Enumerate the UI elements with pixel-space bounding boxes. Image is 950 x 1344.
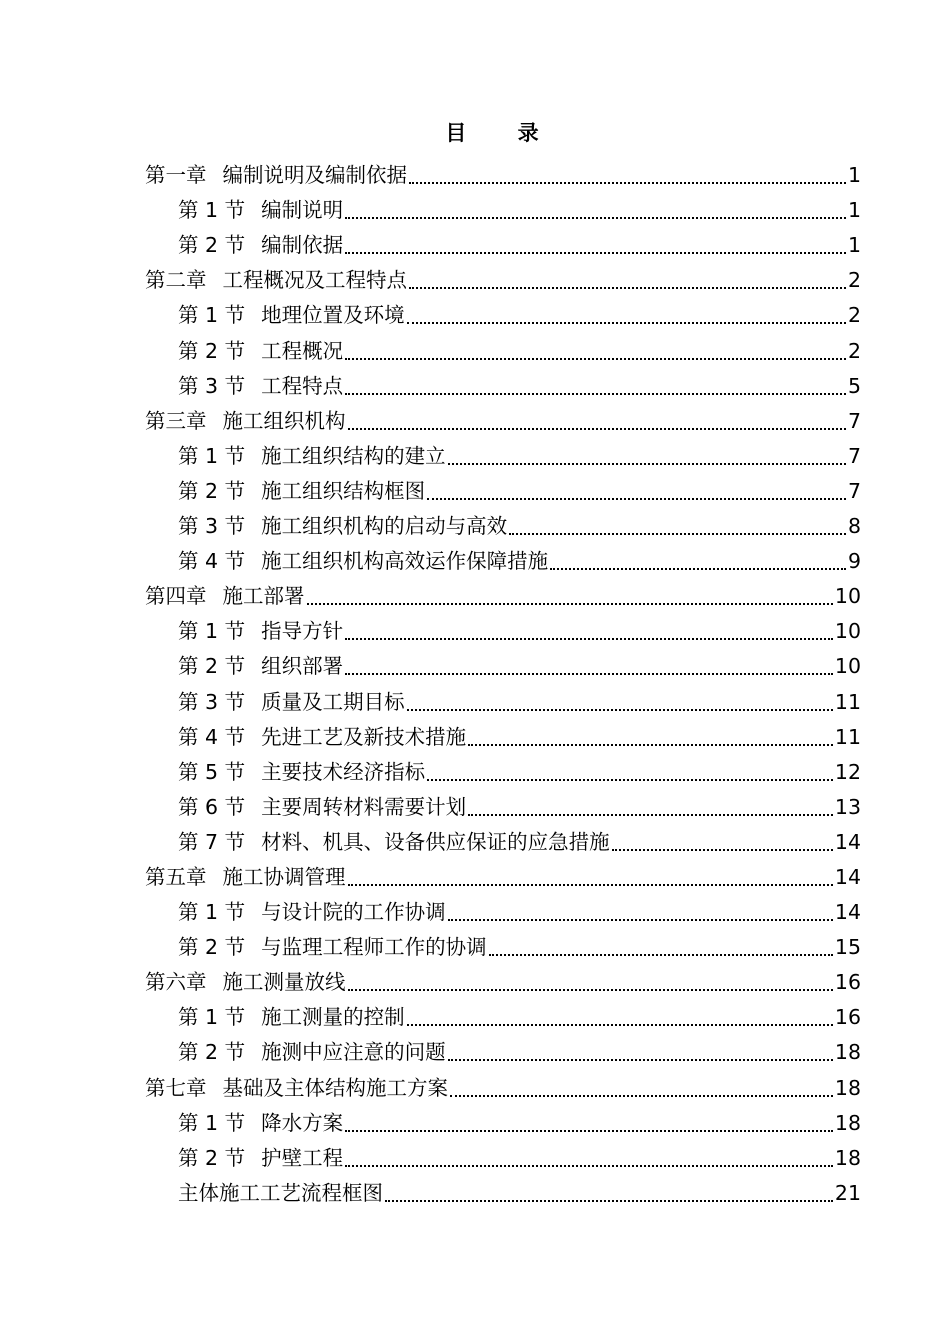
toc-section-entry[interactable] [145,895,861,930]
toc-dot-leader [348,989,833,991]
toc-entry-link[interactable] [145,404,346,439]
toc-entry-number: 第 7 节 [178,829,246,854]
toc-entry-number: 第 3 节 [178,373,246,398]
toc-dot-leader [407,1024,833,1026]
toc-page-number: 14 [834,864,861,889]
toc-entry-link[interactable] [145,860,346,895]
toc-section-entry[interactable] [145,1141,861,1176]
toc-entry-link[interactable] [178,1106,343,1141]
toc-entry-number: 第 2 节 [178,233,246,258]
toc-entry-link[interactable] [145,579,305,614]
toc-entry-title: 质量及工期目标 [261,689,405,714]
toc-entry-title: 指导方针 [261,619,344,644]
toc-dot-leader [348,884,833,886]
toc-entry-link[interactable] [145,1071,448,1106]
toc-entry-title: 施测中应注意的问题 [261,1040,446,1065]
toc-entry-link[interactable] [178,825,610,860]
toc-dot-leader [407,709,833,711]
toc-section-entry[interactable] [145,509,861,544]
toc-entry-number: 第 2 节 [178,1040,246,1065]
toc-dot-leader [550,568,846,570]
toc-section-entry[interactable] [145,825,861,860]
toc-entry-link[interactable] [145,965,346,1000]
toc-entry-number: 第 1 节 [178,303,246,328]
toc-entry-title: 编制说明 [261,198,344,223]
toc-entry-number: 第七章 [145,1075,207,1100]
toc-entry-number: 第 1 节 [178,198,246,223]
toc-section-entry[interactable] [145,720,861,755]
toc-section-entry[interactable] [145,544,861,579]
toc-page-number: 5 [847,373,861,398]
toc-entry-title: 护壁工程 [261,1145,344,1170]
toc-entry-number: 第 1 节 [178,1005,246,1030]
toc-page-number: 10 [834,654,861,679]
toc-entry-link[interactable] [178,369,343,404]
toc-entry-number: 第五章 [145,864,207,889]
toc-chapter-entry[interactable] [145,263,861,298]
toc-entry-title: 降水方案 [261,1110,344,1135]
toc-section-entry[interactable] [145,755,861,790]
toc-section-entry[interactable] [145,649,861,684]
toc-entry-number: 第 3 节 [178,514,246,539]
toc-entry-title: 施工测量放线 [222,970,346,995]
toc-entry-title: 施工组织机构 [222,408,346,433]
toc-chapter-entry[interactable] [145,965,861,1000]
toc-page-number: 9 [847,549,861,574]
toc-entry-title: 工程特点 [261,373,344,398]
toc-entry-number: 第 2 节 [178,478,246,503]
toc-list [145,158,861,1211]
toc-chapter-entry[interactable] [145,860,861,895]
toc-page-number: 10 [834,619,861,644]
toc-entry-title: 工程概况 [261,338,344,363]
toc-entry-link[interactable] [178,439,446,474]
toc-dot-leader [345,393,846,395]
toc-entry-title: 先进工艺及新技术措施 [261,724,467,749]
toc-dot-leader [348,428,846,430]
toc-dot-leader [385,1200,833,1202]
toc-entry-link[interactable] [178,193,343,228]
toc-entry-number: 第 6 节 [178,794,246,819]
toc-entry-link[interactable] [178,298,405,333]
toc-section-entry[interactable] [145,228,861,263]
toc-page-number: 7 [847,408,861,433]
toc-section-entry[interactable] [145,193,861,228]
toc-entry-title: 与设计院的工作协调 [261,900,446,925]
toc-dot-leader [345,358,846,360]
toc-page-number: 11 [834,724,861,749]
toc-entry-number: 第六章 [145,970,207,995]
toc-dot-leader [427,498,846,500]
toc-dot-leader [448,463,846,465]
toc-entry-link[interactable] [145,263,407,298]
toc-dot-leader [450,1095,833,1097]
toc-entry-number: 第 1 节 [178,900,246,925]
toc-entry-link[interactable] [178,895,446,930]
toc-dot-leader [427,779,833,781]
toc-page-number: 10 [834,584,861,609]
toc-page-number: 1 [847,198,861,223]
toc-dot-leader [407,322,846,324]
toc-entry-number: 第 2 节 [178,935,246,960]
toc-page-number: 21 [834,1180,861,1205]
toc-entry-number: 第 2 节 [178,1145,246,1170]
toc-entry-title: 工程概况及工程特点 [222,268,407,293]
toc-section-entry[interactable] [145,1000,861,1035]
toc-entry-title: 施工组织机构的启动与高效 [261,514,508,539]
toc-page-number: 2 [847,338,861,363]
toc-chapter-entry[interactable] [145,404,861,439]
toc-section-entry[interactable] [145,369,861,404]
toc-dot-leader [468,814,833,816]
toc-entry-number: 第 5 节 [178,759,246,784]
toc-page-number: 13 [834,794,861,819]
toc-entry-link[interactable] [178,509,507,544]
toc-section-entry[interactable] [145,298,861,333]
toc-section-entry[interactable] [145,790,861,825]
toc-entry-link[interactable] [178,474,425,509]
toc-entry-number: 第二章 [145,268,207,293]
toc-entry-title: 主要周转材料需要计划 [261,794,467,819]
toc-entry-link[interactable] [178,930,487,965]
toc-page-number: 7 [847,478,861,503]
toc-dot-leader [409,182,846,184]
toc-chapter-entry[interactable] [145,579,861,614]
toc-page-number: 18 [834,1040,861,1065]
toc-page-number: 2 [847,303,861,328]
toc-entry-number: 第 1 节 [178,443,246,468]
toc-dot-leader [345,252,846,254]
toc-page-number: 18 [834,1075,861,1100]
toc-section-entry[interactable] [145,614,861,649]
toc-page-number: 16 [834,1005,861,1030]
toc-page-number: 8 [847,514,861,539]
toc-chapter-entry[interactable] [145,1070,861,1105]
toc-dot-leader [612,849,833,851]
toc-section-entry[interactable] [145,930,861,965]
toc-entry-title: 施工测量的控制 [261,1005,405,1030]
toc-dot-leader [448,1059,833,1061]
toc-entry-link[interactable] [178,1000,405,1035]
toc-dot-leader [409,287,846,289]
toc-entry-title: 主要技术经济指标 [261,759,426,784]
toc-entry-number: 第一章 [145,163,207,188]
toc-page-number: 14 [834,829,861,854]
toc-entry-number: 第 2 节 [178,338,246,363]
toc-dot-leader [468,744,833,746]
toc-entry-title: 主体施工工艺流程框图 [178,1180,383,1205]
toc-page-number: 18 [834,1145,861,1170]
toc-entry-title: 编制说明及编制依据 [222,163,407,188]
toc-entry-title: 施工组织结构框图 [261,478,426,503]
toc-section-entry[interactable] [145,1035,861,1070]
toc-page-number: 7 [847,443,861,468]
toc-entry-title: 施工组织结构的建立 [261,443,446,468]
toc-section-entry[interactable] [145,1106,861,1141]
toc-entry-link[interactable] [178,334,343,369]
toc-entry-link[interactable] [145,158,407,193]
toc-dot-leader [345,673,833,675]
toc-page-number: 14 [834,900,861,925]
toc-entry-title: 地理位置及环境 [261,303,405,328]
toc-entry-number: 第 4 节 [178,724,246,749]
toc-section-entry[interactable] [145,333,861,368]
toc-dot-leader [345,1165,833,1167]
toc-entry-title: 施工协调管理 [222,864,346,889]
toc-entry-title: 组织部署 [261,654,344,679]
toc-entry-link[interactable] [178,1141,343,1176]
toc-entry-number: 第 1 节 [178,1110,246,1135]
toc-entry-link[interactable] [178,755,425,790]
toc-dot-leader [345,638,833,640]
toc-entry-title: 施工组织机构高效运作保障措施 [261,549,549,574]
toc-entry-link[interactable] [178,685,405,720]
toc-section-entry[interactable] [145,439,861,474]
toc-entry-number: 第 1 节 [178,619,246,644]
toc-dot-leader [509,533,846,535]
toc-entry-title: 施工部署 [222,584,305,609]
toc-page-number: 12 [834,759,861,784]
toc-section-entry[interactable] [145,684,861,719]
toc-entry-title: 编制依据 [261,233,344,258]
toc-section-entry[interactable] [145,1176,861,1211]
toc-dot-leader [345,217,846,219]
toc-entry-title: 基础及主体结构施工方案 [222,1075,448,1100]
toc-entry-number: 第四章 [145,584,207,609]
toc-chapter-entry[interactable] [145,158,861,193]
toc-entry-number: 第三章 [145,408,207,433]
toc-title: 目 录 [445,121,561,145]
toc-entry-title: 与监理工程师工作的协调 [261,935,487,960]
toc-entry-number: 第 3 节 [178,689,246,714]
toc-entry-link[interactable] [178,720,466,755]
toc-page-number: 1 [847,233,861,258]
toc-entry-link[interactable] [178,1035,446,1070]
toc-entry-number: 第 2 节 [178,654,246,679]
toc-entry-number: 第 4 节 [178,549,246,574]
toc-dot-leader [345,1130,833,1132]
toc-page-number: 15 [834,935,861,960]
toc-page-number: 16 [834,970,861,995]
toc-page-number: 2 [847,268,861,293]
toc-page-number: 18 [834,1110,861,1135]
toc-dot-leader [307,603,833,605]
toc-entry-link[interactable] [178,649,343,684]
toc-entry-link[interactable] [178,228,343,263]
toc-entry-link[interactable] [178,1176,383,1211]
toc-dot-leader [448,919,833,921]
toc-entry-link[interactable] [178,614,343,649]
toc-page-number: 1 [847,163,861,188]
toc-entry-link[interactable] [178,544,548,579]
toc-section-entry[interactable] [145,474,861,509]
toc-page-number: 11 [834,689,861,714]
toc-entry-title: 材料、机具、设备供应保证的应急措施 [261,829,610,854]
toc-entry-link[interactable] [178,790,466,825]
toc-dot-leader [489,954,833,956]
